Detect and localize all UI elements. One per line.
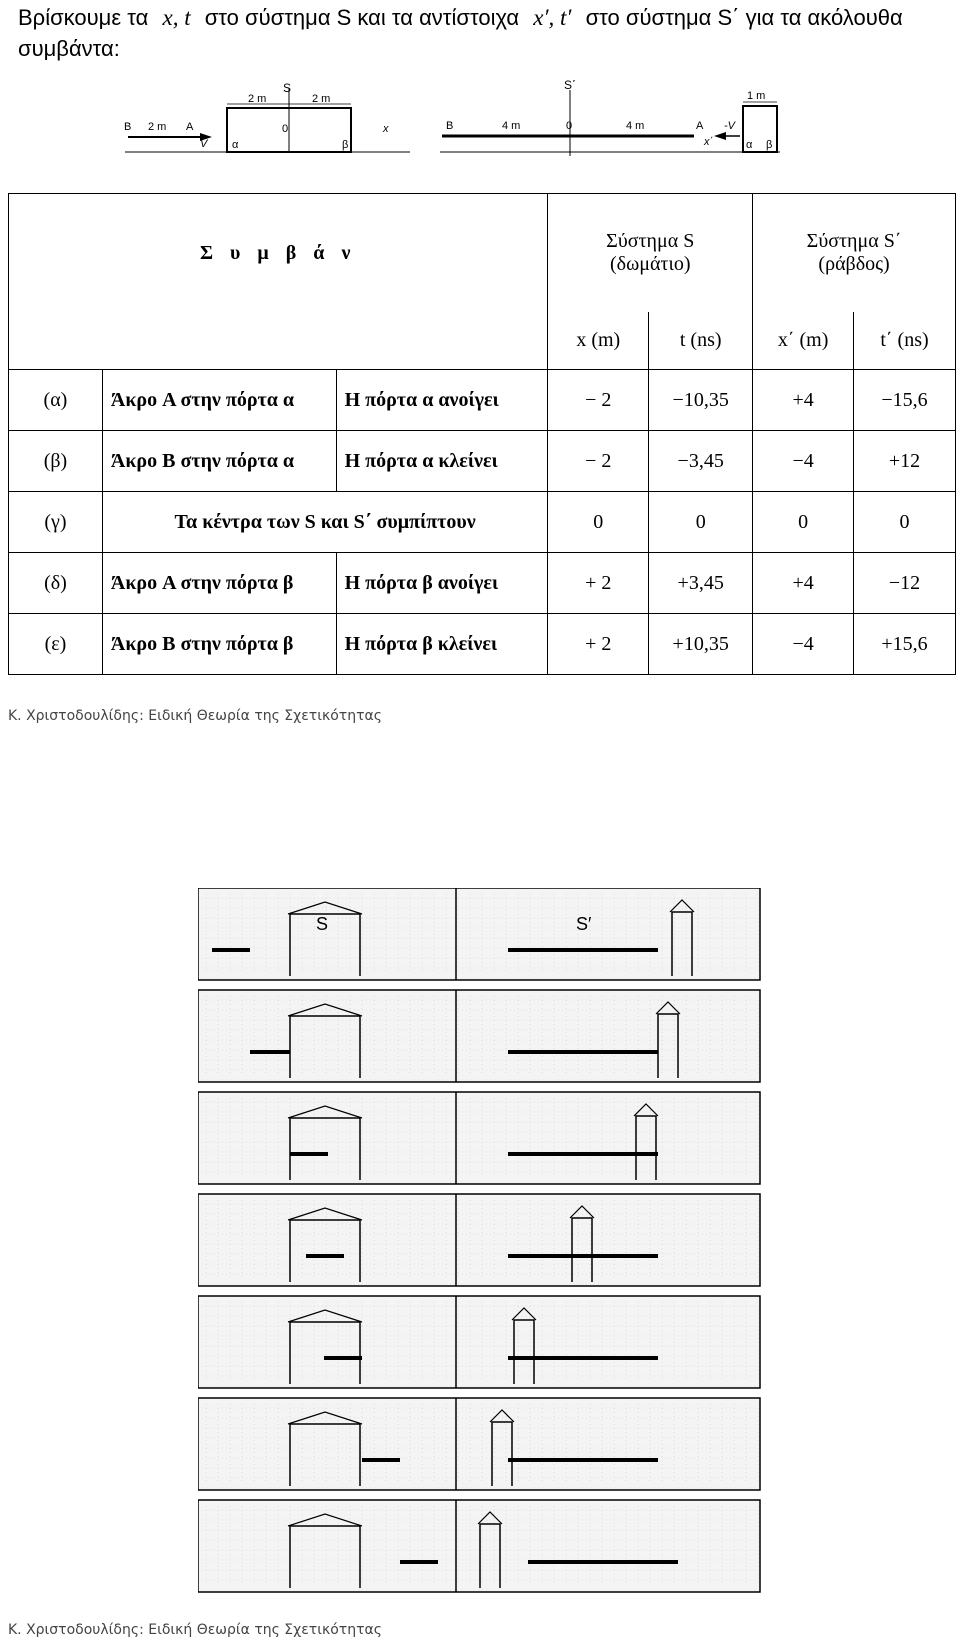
s-label-S: S — [283, 81, 292, 95]
footer-1: Κ. Χριστοδουλίδης: Ειδική Θεωρία της Σχετικότητας — [8, 708, 382, 724]
diagram-system-s — [120, 80, 420, 160]
frame-6 — [198, 1398, 760, 1490]
val-t: +3,45 — [649, 553, 753, 614]
sp-label-x: x΄ — [704, 136, 714, 148]
intro-part1: Βρίσκουμε τα — [18, 5, 149, 30]
frame-border — [198, 1398, 760, 1490]
event-id: (β) — [9, 431, 103, 492]
sp-label-A: A — [696, 120, 704, 132]
frame-4 — [198, 1194, 760, 1286]
unit-t: t (ns) — [649, 312, 753, 370]
frame-2 — [198, 990, 760, 1082]
diagram-system-sp — [440, 78, 820, 158]
event-header: Σ υ μ β ά ν — [9, 194, 548, 313]
val-xp: −4 — [753, 431, 854, 492]
s-label-V: V — [200, 138, 208, 150]
val-t: −10,35 — [649, 370, 753, 431]
event-desc-a: Άκρο A στην πόρτα β — [102, 553, 336, 614]
unit-xp: x΄ (m) — [753, 312, 854, 370]
s-label-beta: β — [342, 139, 349, 151]
event-desc-a: Άκρο B στην πόρτα α — [102, 431, 336, 492]
system-s-title: Σύστημα S — [606, 230, 695, 252]
table-row — [9, 614, 956, 675]
val-x: + 2 — [548, 553, 649, 614]
event-desc-b: Η πόρτα β κλείνει — [336, 614, 548, 675]
val-x: − 2 — [548, 370, 649, 431]
frame-border — [198, 1092, 760, 1184]
val-tp: +12 — [854, 431, 956, 492]
event-id: (α) — [9, 370, 103, 431]
frame-border — [198, 888, 760, 980]
val-x: + 2 — [548, 614, 649, 675]
sp-label-S: S΄ — [564, 78, 576, 92]
intro-vars-s: x, t — [162, 5, 191, 30]
val-xp: 0 — [753, 492, 854, 553]
sp-label-alpha: α — [746, 139, 753, 151]
table-row — [9, 370, 956, 431]
val-x: − 2 — [548, 431, 649, 492]
frames-illustration — [198, 888, 764, 1618]
s-label-2m-left: 2 m — [248, 93, 267, 105]
intro-paragraph — [18, 2, 948, 64]
system-s-header — [548, 194, 753, 313]
val-t: −3,45 — [649, 431, 753, 492]
frame-border — [198, 990, 760, 1082]
sp-label-1m: 1 m — [747, 90, 766, 102]
event-desc-b: Η πόρτα β ανοίγει — [336, 553, 548, 614]
val-t: +10,35 — [649, 614, 753, 675]
sp-label-minusV: -V — [724, 120, 735, 132]
val-tp: −12 — [854, 553, 956, 614]
system-sp-sub: (ράβδος) — [818, 253, 890, 275]
intro-vars-sp: x′, t′ — [533, 5, 572, 30]
s-label-2m-right: 2 m — [312, 93, 331, 105]
footer-2: Κ. Χριστοδουλίδης: Ειδική Θεωρία της Σχετικότητας — [8, 1622, 382, 1638]
frame-label-Sp: S′ — [576, 914, 592, 934]
frame-border — [198, 1500, 760, 1592]
table-row — [9, 492, 956, 553]
table-row — [9, 431, 956, 492]
s-label-B: B — [124, 121, 132, 133]
event-desc-b: Η πόρτα α ανοίγει — [336, 370, 548, 431]
sp-label-beta: β — [766, 139, 773, 151]
frame-5 — [198, 1296, 760, 1388]
unit-x: x (m) — [548, 312, 649, 370]
event-header-blank — [9, 312, 548, 370]
val-x: 0 — [548, 492, 649, 553]
frame-border — [198, 1194, 760, 1286]
unit-tp: t΄ (ns) — [854, 312, 956, 370]
val-tp: 0 — [854, 492, 956, 553]
event-id: (γ) — [9, 492, 103, 553]
frame-3 — [198, 1092, 760, 1184]
val-xp: −4 — [753, 614, 854, 675]
val-xp: +4 — [753, 553, 854, 614]
s-label-0: 0 — [282, 123, 289, 135]
frame-1 — [198, 888, 760, 980]
sp-label-0: 0 — [566, 120, 573, 132]
event-desc-b: Η πόρτα α κλείνει — [336, 431, 548, 492]
event-id: (ε) — [9, 614, 103, 675]
s-label-alpha: α — [232, 139, 239, 151]
frame-border — [198, 1296, 760, 1388]
val-xp: +4 — [753, 370, 854, 431]
frame-label-S: S — [316, 914, 329, 934]
event-desc-a: Άκρο A στην πόρτα α — [102, 370, 336, 431]
intro-part3: στο σύστημα S΄ για τα ακόλουθα συμβάντα: — [18, 5, 903, 61]
event-desc-a: Άκρο B στην πόρτα β — [102, 614, 336, 675]
val-tp: −15,6 — [854, 370, 956, 431]
val-tp: +15,6 — [854, 614, 956, 675]
system-sp-header — [753, 194, 956, 313]
s-label-A: A — [186, 121, 194, 133]
s-label-2m-rod: 2 m — [148, 121, 167, 133]
sp-label-4m-right: 4 m — [626, 120, 645, 132]
events-table — [8, 193, 956, 675]
event-id: (δ) — [9, 553, 103, 614]
event-desc-merged: Τα κέντρα των S και S΄ συμπίπτουν — [102, 492, 547, 553]
table-row — [9, 553, 956, 614]
system-s-sub: (δωμάτιο) — [609, 253, 691, 275]
system-sp-title: Σύστημα S΄ — [806, 230, 902, 252]
frame-7 — [198, 1500, 760, 1592]
s-label-x: x — [383, 123, 389, 135]
intro-part2: στο σύστημα S και τα αντίστοιχα — [204, 5, 520, 30]
sp-label-B: B — [446, 120, 454, 132]
val-t: 0 — [649, 492, 753, 553]
sp-label-4m-left: 4 m — [502, 120, 521, 132]
